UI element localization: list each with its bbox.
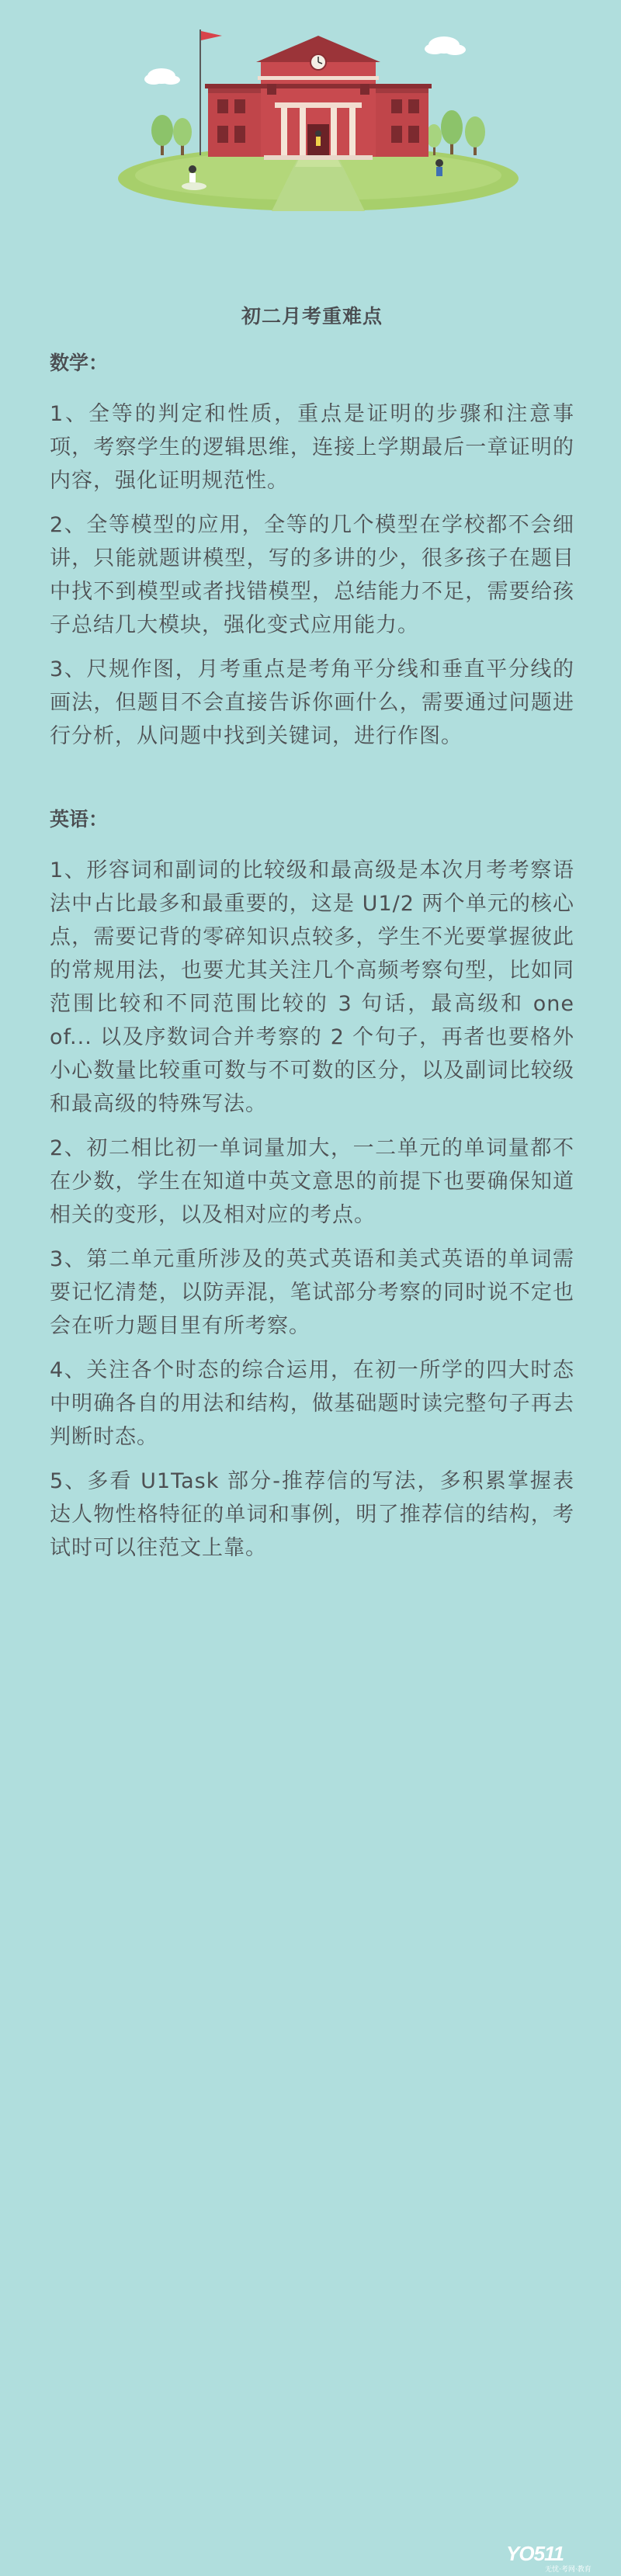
english-heading: 英语： <box>50 808 109 830</box>
article <box>50 301 574 1576</box>
math-paragraph-1: 1、全等的判定和性质，重点是证明的步骤和注意事项，考察学生的逻辑思维，连接上学期最后一章证明的内容，强化证明规范性。 <box>50 402 574 493</box>
english-paragraph-2: 2、初二相比初一单词量加大，一二单元的单词量都不在少数，学生在知道中英文意思的前提下也要确保知道相关的变形，以及相对应的考点。 <box>50 1136 574 1227</box>
cloud-right <box>425 36 466 55</box>
trees-right <box>426 110 485 155</box>
school-building-illustration <box>109 16 528 217</box>
article-title: 初二月考重难点 <box>241 305 383 328</box>
yo511-logo <box>506 2542 615 2573</box>
math-paragraph-2: 2、全等模型的应用，全等的几个模型在学校都不会细讲，只能就题讲模型，写的多讲的少，很多孩子在题目中找不到模型或者找错模型，总结能力不足，需要给孩子总结几大模块，强化变式应用能力。 <box>50 513 574 637</box>
english-paragraph-5: 5、多看 U1Task 部分-推荐信的写法，多积累掌握表达人物性格特征的单词和事例，明了推荐信的结构，考试时可以往范文上靠。 <box>50 1469 574 1560</box>
math-paragraph-3: 3、尺规作图，月考重点是考角平分线和垂直平分线的画法，但题目不会直接告诉你画什么，需要通过问题进行分析，从问题中找到关键词，进行作图。 <box>50 657 574 748</box>
english-paragraph-4: 4、关注各个时态的综合运用，在初一所学的四大时态中明确各自的用法和结构，做基础题时读完整句子再去判断时态。 <box>50 1358 574 1449</box>
logo-subtitle: 无忧·考网·教育 <box>545 2566 592 2574</box>
logo-brand: YO511 <box>506 2542 564 2565</box>
trees-left <box>151 115 192 155</box>
math-heading: 数学： <box>50 352 109 374</box>
flag <box>201 31 222 40</box>
english-paragraph-3: 3、第二单元重所涉及的英式英语和美式英语的单词需要记忆清楚，以防弄混，笔试部分考察的同时说不定也会在听力题目里有所考察。 <box>50 1247 574 1338</box>
section-gap <box>50 764 574 804</box>
cloud-left <box>144 68 180 85</box>
english-paragraph-1: 1、形容词和副词的比较级和最高级是本次月考考察语法中占比最多和最重要的，这是 U1/2 两个单元的核心点，需要记背的零碎知识点较多，学生不光要掌握彼此的常规用法，也要尤其关注几个高频考察句型，比如同范围比较和不同范围比较的 3 句话，最高级和 one of... 以及序数词合并考察的 2 个句子，再者也要格外小心数量比较重可数与不可数的区分，以及副词比较级和最高级的特殊写法。 <box>50 858 574 1116</box>
